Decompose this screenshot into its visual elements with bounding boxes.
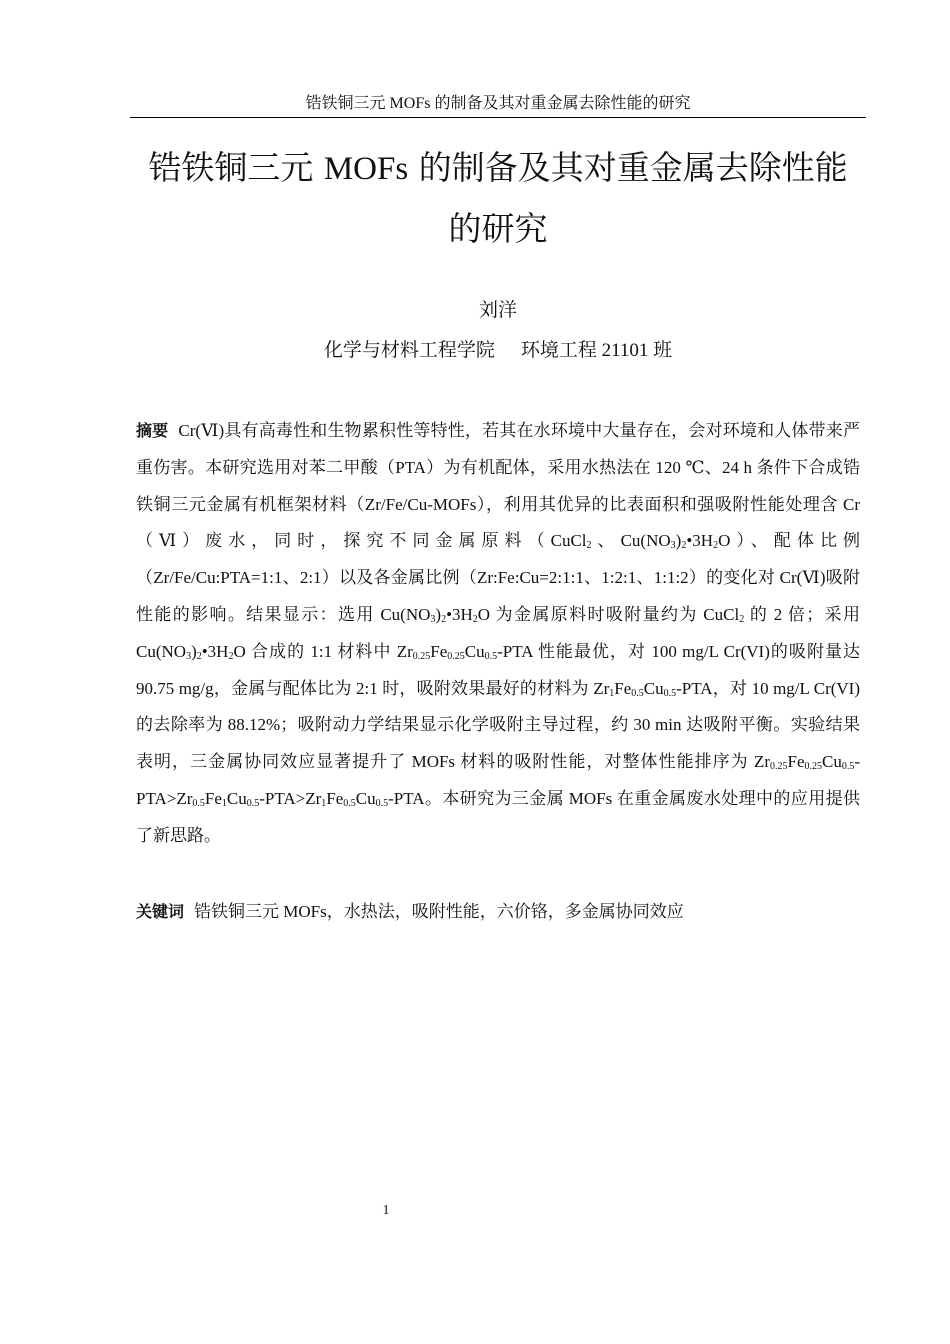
subscript: 2	[196, 650, 202, 662]
abstract-text: -PTA>Zr	[259, 788, 322, 808]
abstract-text: )	[191, 641, 197, 661]
subscript: 2	[713, 540, 719, 552]
subscript: 0.25	[804, 761, 822, 773]
abstract-text: •3H	[686, 531, 714, 551]
subscript: 2	[586, 540, 592, 552]
subscript: 1	[321, 797, 327, 809]
abstract-text: Fe	[787, 752, 805, 772]
keywords-text: 锆铁铜三元 MOFs，水热法，吸附性能，六价铬，多金属协同效应	[194, 902, 684, 921]
abstract-text: Fe	[326, 788, 344, 808]
subscript: 0.25	[447, 650, 465, 662]
abstract-label: 摘要	[136, 421, 169, 440]
abstract-text: •3H	[201, 641, 229, 661]
author-affiliation	[136, 336, 860, 366]
subscript: 0.5	[663, 687, 677, 699]
subscript: 3	[186, 650, 192, 662]
subscript: 2	[739, 613, 745, 625]
abstract-text: -PTA 性能最优，对 100 mg/L Cr(VI)的吸附量达 90.75 mg/g，金属与配体比为 2:1 时，吸附效果最好的材料为 Zr	[136, 641, 860, 698]
subscript: 2	[681, 540, 687, 552]
abstract-text: Cu	[226, 788, 247, 808]
subscript: 0.25	[769, 761, 788, 773]
abstract-text: Cu	[643, 678, 664, 698]
title-part1: 锆铁铜三元	[148, 148, 314, 187]
abstract-text: 、Cu(NO	[591, 531, 671, 551]
abstract-text: O 为金属原料时吸附量约为 CuCl	[477, 604, 740, 624]
abstract-text: •3H	[446, 604, 473, 624]
abstract-text: -PTA>Zr	[136, 752, 860, 808]
subscript: 2	[472, 613, 478, 625]
subscript: 3	[670, 540, 676, 552]
title-part3: 的制备及其对重金属去除性能的研究	[418, 148, 848, 248]
school-name: 化学与材料工程学院	[323, 340, 495, 361]
subscript: 0.5	[484, 650, 498, 662]
abstract-text: -PTA，对 10 mg/L Cr(VI)的去除率为 88.12%；吸附动力学结果显示化学吸附主导过程，约 30 min 达吸附平衡。实验结果表明，三金属协同效应显著提升了 MOFs 材料的吸附性能，对整体性能排序为 Zr	[136, 678, 860, 772]
author-name: 刘洋	[478, 300, 517, 321]
abstract-text: Cr(Ⅵ)具有高毒性和生物累积性等特性，若其在水环境中大量存在，会对环境和人体带来严重伤害。本研究选用对苯二甲酸（PTA）为有机配体，采用水热法在 120 ℃、24 h 条件下合成锆铁铜三元金属有机框架材料（Zr/Fe/Cu-MOFs），利用其优异的比表面积和强吸附性能处理含 Cr（Ⅵ）废水，同时，探究不同金属原料（CuCl	[136, 421, 860, 551]
subscript: 0.5	[375, 797, 389, 809]
title-part2: MOFs	[323, 151, 409, 187]
running-header: 锆铁铜三元 MOFs 的制备及其对重金属去除性能的研究	[305, 95, 691, 112]
subscript: 0.5	[841, 761, 855, 773]
page-number: 1	[382, 1203, 390, 1218]
paper-title	[136, 138, 860, 259]
subscript: 2	[441, 613, 447, 625]
abstract-text: )	[435, 604, 442, 624]
class-name: 环境工程 21101 班	[520, 340, 673, 361]
keywords-label: 关键词	[136, 902, 185, 921]
abstract-text: Fe	[430, 641, 448, 661]
subscript: 0.5	[246, 797, 260, 809]
subscript: 0.25	[412, 650, 431, 662]
subscript: 1	[609, 687, 615, 699]
subscript: 0.5	[343, 797, 356, 809]
subscript: 1	[221, 797, 227, 809]
abstract-paragraph	[136, 413, 860, 855]
abstract-text: Cu	[821, 752, 842, 772]
subscript: 2	[228, 650, 234, 662]
abstract-text: Fe	[204, 788, 222, 808]
keywords-line	[136, 897, 860, 927]
abstract-text: 的 2 倍；采用 Cu(NO	[136, 604, 860, 661]
subscript: 0.5	[192, 797, 205, 809]
abstract-text: Cu	[355, 788, 376, 808]
abstract-text: -PTA。本研究为三金属 MOFs 在重金属废水处理中的应用提供了新思路。	[136, 788, 860, 845]
subscript: 3	[430, 613, 436, 625]
abstract-text: O）、配体比例（Zr/Fe/Cu:PTA=1:1、2:1）以及各金属比例（Zr:Fe:Cu=2:1:1、1:2:1、1:1:2）的变化对 Cr(Ⅵ)吸附性能的影响。结果显示：选用 Cu(NO	[136, 531, 861, 624]
header-rule	[130, 117, 866, 118]
abstract-text: Cu	[464, 641, 485, 661]
abstract-text: Fe	[614, 678, 632, 698]
abstract-text: )	[675, 531, 682, 551]
subscript: 0.5	[631, 687, 644, 699]
abstract-text: O 合成的 1:1 材料中 Zr	[233, 641, 413, 661]
